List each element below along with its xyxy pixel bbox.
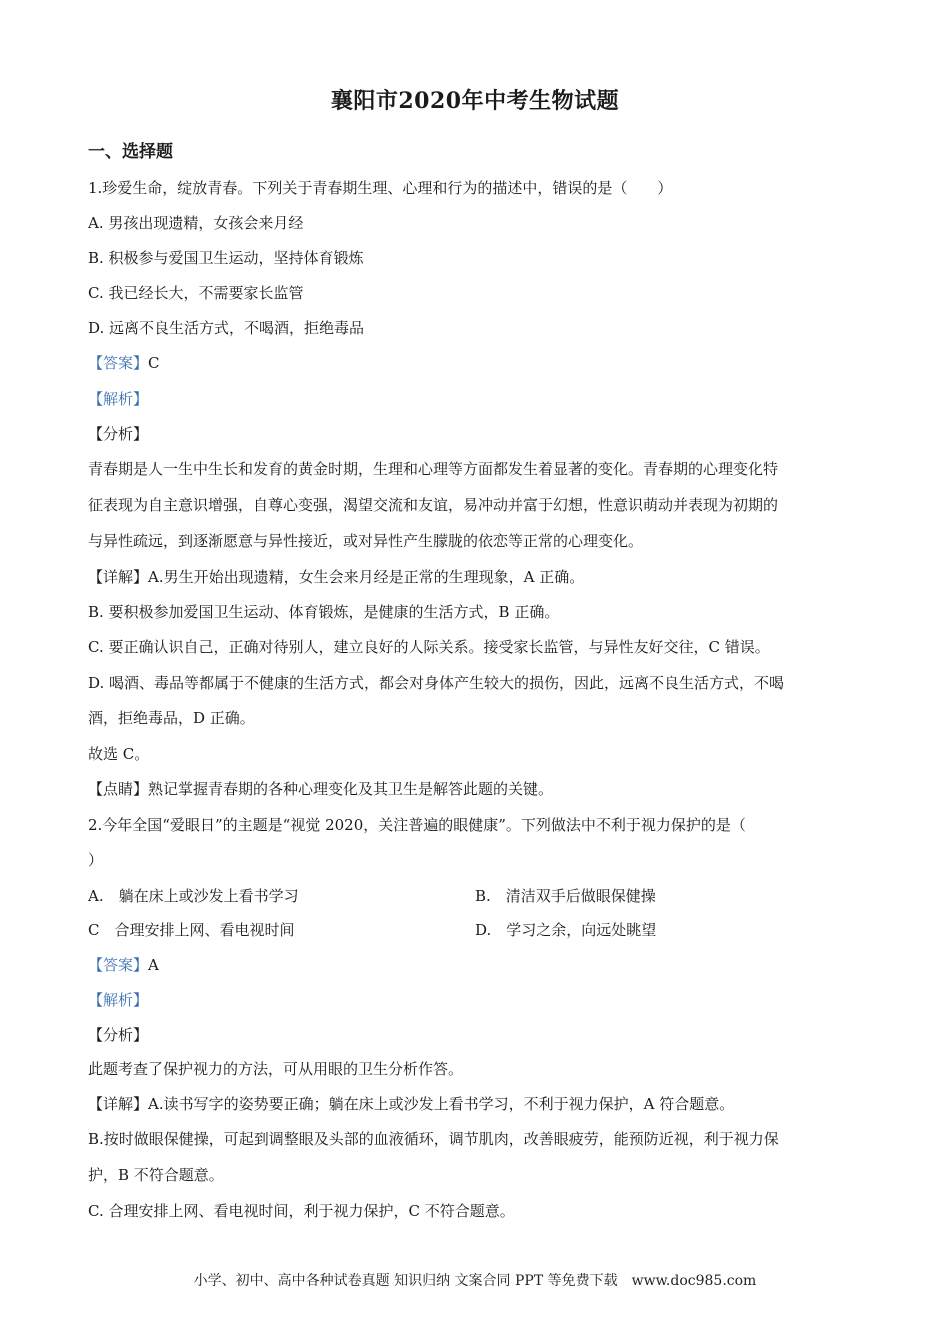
q1-answer: [88, 353, 868, 373]
q1-choose: 故选 C。: [88, 745, 150, 763]
q2-detail-b-cont: 护，B 不符合题意。: [88, 1166, 224, 1184]
page-title: 襄阳市2020年中考生物试题: [330, 88, 620, 114]
q1-stem: 1.珍爱生命，绽放青春。下列关于青春期生理、心理和行为的描述中，错误的是（ ）: [88, 179, 673, 197]
answer-tag: 【答案】: [88, 956, 149, 974]
q1-option-d: D. 远离不良生活方式，不喝酒，拒绝毒品: [88, 319, 365, 337]
q1-detail-a: 【详解】A.男生开始出现遗精，女生会来月经是正常的生理现象，A 正确。: [88, 568, 585, 586]
q2-option-d: D. 学习之余，向远处眺望: [475, 921, 657, 939]
q2-answer: [88, 955, 868, 975]
q1-analysis-line: 与异性疏远，到逐渐愿意与异性接近，或对异性产生朦胧的依恋等正常的心理变化。: [88, 532, 644, 550]
q1-analysis-tag: 【分析】: [88, 425, 149, 443]
q1-option-c: C. 我已经长大，不需要家长监管: [88, 284, 304, 302]
q1-explanation-tag: 【解析】: [88, 390, 149, 408]
q2-detail-c: C. 合理安排上网、看电视时间，利于视力保护，C 不符合题意。: [88, 1202, 515, 1220]
q2-analysis-tag: 【分析】: [88, 1026, 149, 1044]
q1-analysis-line: 青春期是人一生中生长和发育的黄金时期，生理和心理等方面都发生着显著的变化。青春期的心理变化特: [88, 460, 779, 478]
q1-detail-d-cont: 酒，拒绝毒品，D 正确。: [88, 709, 255, 727]
q2-option-c: C 合理安排上网、看电视时间: [88, 921, 295, 939]
section-heading: 一、选择题: [88, 142, 173, 162]
q1-detail-b: B. 要积极参加爱国卫生运动、体育锻炼，是健康的生活方式，B 正确。: [88, 603, 560, 621]
q1-analysis-line: 征表现为自主意识增强，自尊心变强，渴望交流和友谊，易冲动并富于幻想，性意识萌动并表现为初期的: [88, 496, 779, 514]
q2-analysis-line: 此题考查了保护视力的方法，可从用眼的卫生分析作答。: [88, 1060, 464, 1078]
answer-value: A: [148, 956, 159, 974]
page-footer: 小学、初中、高中各种试卷真题 知识归纳 文案合同 PPT 等免费下载 www.doc985.com: [193, 1273, 757, 1289]
q2-stem: 2.今年全国“爱眼日”的主题是“视觉 2020，关注普遍的眼健康”。下列做法中不利于视力保护的是（: [88, 816, 746, 834]
q2-stem-cont: ）: [88, 851, 104, 869]
q1-option-b: B. 积极参与爱国卫生运动，坚持体育锻炼: [88, 249, 364, 267]
q1-note: 【点睛】熟记掌握青春期的各种心理变化及其卫生是解答此题的关键。: [88, 780, 554, 798]
q2-option-a: A. 躺在床上或沙发上看书学习: [88, 887, 299, 905]
q2-option-b: B. 清洁双手后做眼保健操: [475, 887, 656, 905]
q1-detail-c: C. 要正确认识自己，正确对待别人，建立良好的人际关系。接受家长监管，与异性友好交往，C 错误。: [88, 638, 770, 656]
q2-detail-b: B.按时做眼保健操，可起到调整眼及头部的血液循环，调节肌肉，改善眼疲劳，能预防近视，利于视力保: [88, 1130, 779, 1148]
q1-detail-d: D. 喝酒、毒品等都属于不健康的生活方式，都会对身体产生较大的损伤，因此，远离不良生活方式，不喝: [88, 674, 785, 692]
answer-tag: 【答案】: [88, 354, 149, 372]
q2-detail-a: 【详解】A.读书写字的姿势要正确；躺在床上或沙发上看书学习，不利于视力保护，A 符合题意。: [88, 1095, 735, 1113]
q2-explanation-tag: 【解析】: [88, 991, 149, 1009]
answer-value: C: [148, 354, 160, 372]
q1-option-a: A. 男孩出现遗精，女孩会来月经: [88, 214, 304, 232]
